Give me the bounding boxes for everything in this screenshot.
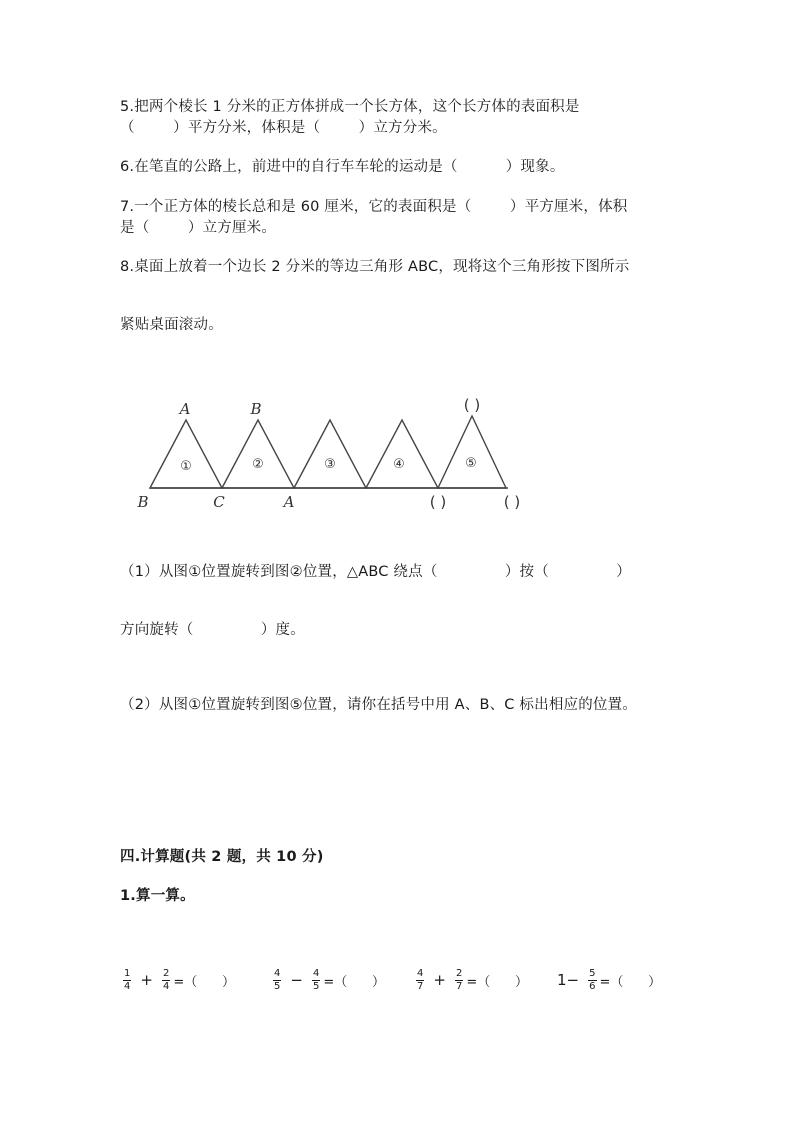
q7-line1: 7.一个正方体的棱长总和是 60 厘米，它的表面积是（ ）平方厘米，体积	[120, 199, 628, 215]
answer-blank[interactable]: =（ ）	[599, 974, 662, 990]
vertex-label-b-top: B	[250, 400, 262, 418]
operator: +	[140, 971, 153, 989]
q6-line1: 6.在笔直的公路上，前进中的自行车车轮的运动是（ ）现象。	[120, 159, 565, 175]
vertex-label-c-bottom: C	[213, 493, 225, 511]
triangle-2	[222, 420, 294, 488]
triangle-number-4: ④	[393, 457, 405, 472]
vertex-label-b-bottom: B	[137, 493, 149, 511]
fraction: $\frac{4}{5}$	[312, 967, 320, 992]
q8-sub1-line2: 方向旋转（ ）度。	[120, 622, 305, 638]
q8-sub2: （2）从图①位置旋转到图⑤位置，请你在括号中用 A、B、C 标出相应的位置。	[120, 697, 638, 713]
rolling-triangle-figure	[130, 388, 550, 518]
section-question-1: 1.算一算。	[120, 888, 195, 904]
blank-paren-top[interactable]: ( )	[463, 396, 481, 414]
fraction: $\frac{5}{6}$	[589, 967, 596, 992]
q7-line2: 是（ ）立方厘米。	[120, 220, 277, 236]
triangle-number-3: ③	[324, 457, 336, 472]
section-title: 四.计算题(共 2 题，共 10 分)	[120, 849, 324, 865]
triangle-number-2: ②	[252, 457, 264, 472]
blank-paren-bottom-right[interactable]: ( )	[503, 493, 521, 511]
answer-blank[interactable]: =（ ）	[466, 974, 529, 990]
triangle-number-1: ①	[180, 459, 192, 474]
calc-item-1	[120, 962, 235, 998]
vertex-label-a-bottom: A	[283, 493, 295, 511]
fraction: $\frac{4}{7}$	[417, 967, 424, 992]
calc-item-3	[413, 962, 528, 998]
answer-blank[interactable]: =（ ）	[323, 974, 386, 990]
q5-line1: 5.把两个棱长 1 分米的正方体拼成一个长方体，这个长方体的表面积是	[120, 99, 580, 115]
triangle-1	[150, 420, 222, 488]
q8-sub1-line1: （1）从图①位置旋转到图②位置，△ABC 绕点（ ）按（ ）	[120, 564, 631, 580]
fraction: $\frac{2}{4}$	[162, 967, 170, 992]
operator: +	[433, 971, 446, 989]
calc-item-2	[270, 962, 385, 998]
answer-blank[interactable]: =（ ）	[173, 974, 236, 990]
fraction: $\frac{1}{4}$	[124, 967, 131, 992]
vertex-label-a-top: A	[179, 400, 191, 418]
blank-paren-bottom-left[interactable]: ( )	[429, 493, 447, 511]
operator: 1−	[557, 971, 580, 989]
triangle-3	[294, 420, 366, 488]
triangle-4	[366, 420, 438, 488]
q5-line2: （ ）平方分米，体积是（ ）立方分米。	[120, 120, 447, 136]
triangle-5	[438, 416, 506, 488]
triangle-number-5: ⑤	[465, 456, 477, 471]
q8-line1: 8.桌面上放着一个边长 2 分米的等边三角形 ABC，现将这个三角形按下图所示	[120, 259, 630, 275]
operator: −	[290, 971, 303, 989]
fraction: $\frac{4}{5}$	[274, 967, 281, 992]
calc-item-4	[557, 962, 661, 998]
fraction: $\frac{2}{7}$	[455, 967, 463, 992]
q8-line2: 紧贴桌面滚动。	[120, 317, 223, 333]
